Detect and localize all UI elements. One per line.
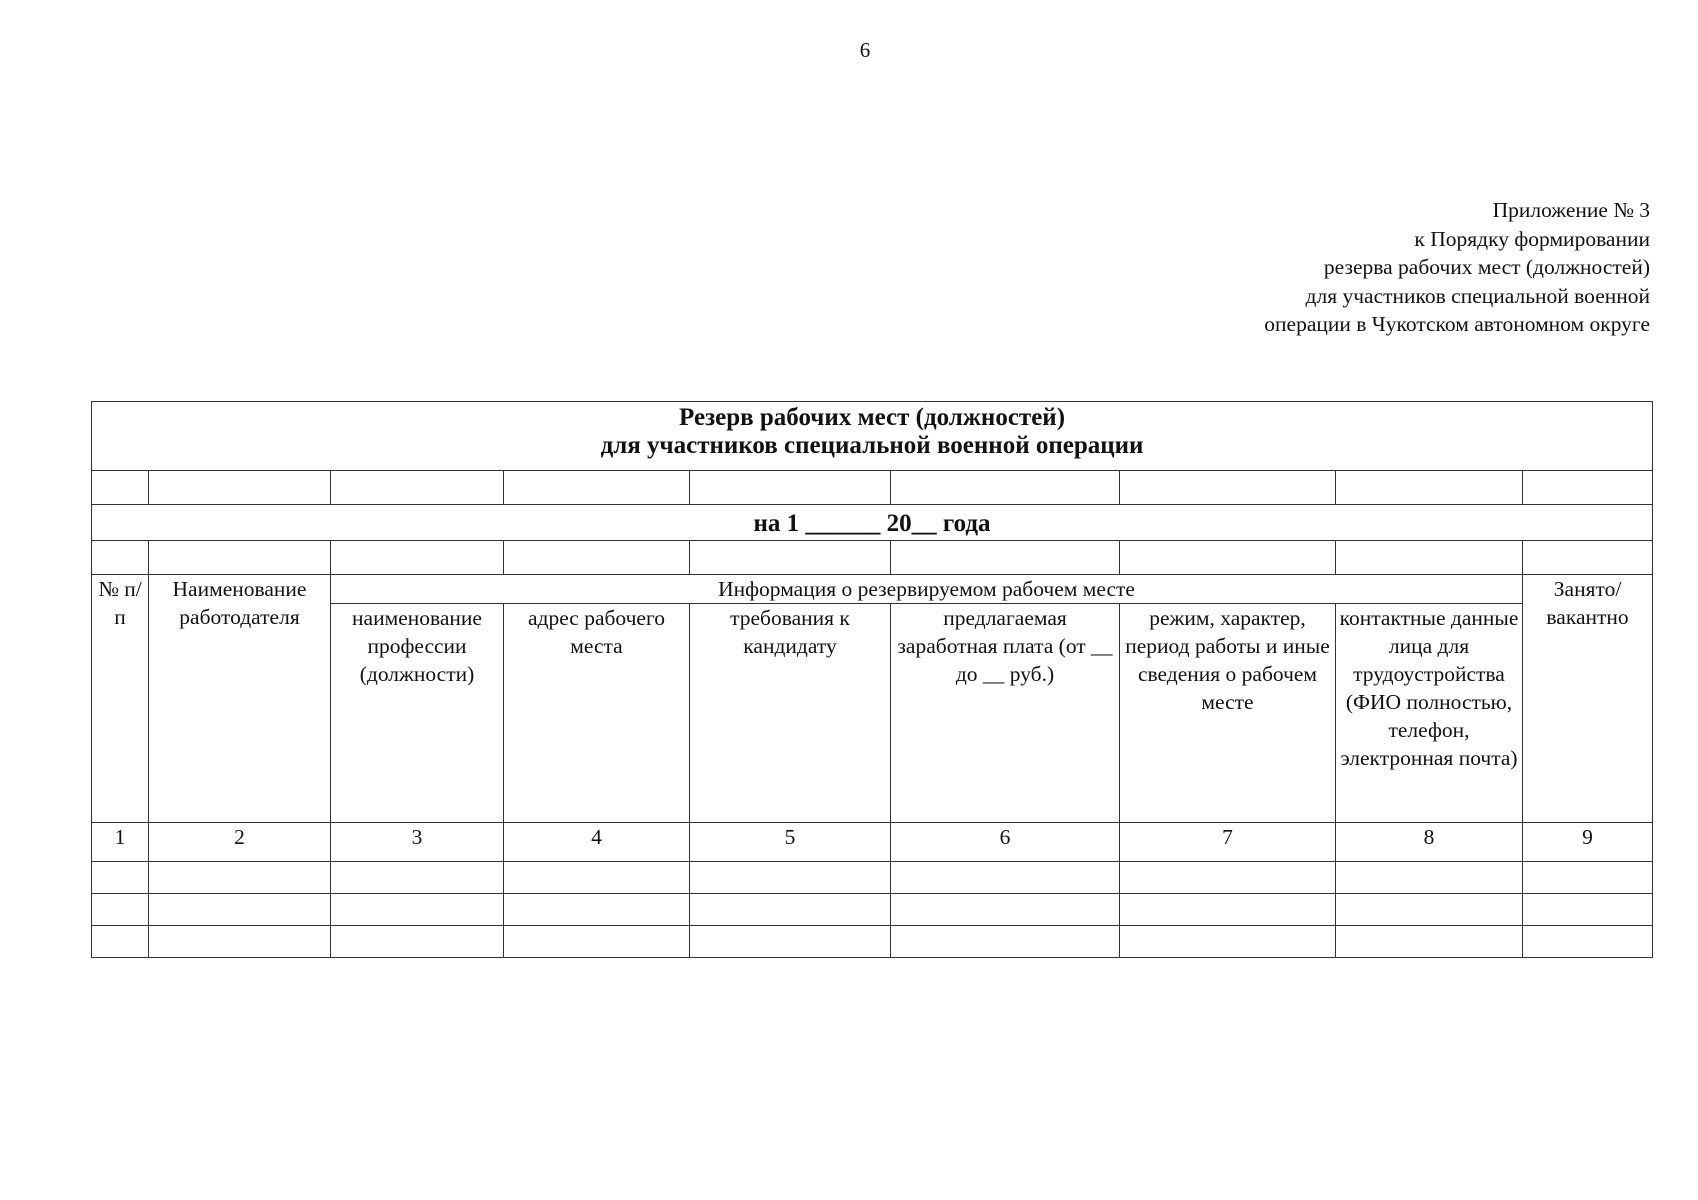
- header-schedule: [1120, 604, 1336, 823]
- header-schedule-label: режим, характер, период работы и иные сведения о рабочем месте: [1125, 606, 1330, 714]
- empty-cell[interactable]: [1120, 471, 1336, 505]
- table-cell[interactable]: [1120, 894, 1336, 926]
- empty-row: [92, 541, 1653, 575]
- table-cell[interactable]: [149, 862, 331, 894]
- table-cell[interactable]: [331, 894, 504, 926]
- table-title-line2: для участников специальной военной операции: [600, 432, 1144, 459]
- empty-cell[interactable]: [1336, 471, 1523, 505]
- empty-cell[interactable]: [92, 471, 149, 505]
- date-line: на 1 ______ 20__ года: [92, 505, 1653, 541]
- appendix-note: [1050, 196, 1650, 339]
- column-number: 8: [1336, 823, 1523, 862]
- table-cell[interactable]: [504, 926, 690, 958]
- table-cell[interactable]: [1336, 894, 1523, 926]
- table-row: [92, 894, 1653, 926]
- empty-cell[interactable]: [504, 471, 690, 505]
- appendix-line: операции в Чукотском автономном округе: [1264, 312, 1650, 336]
- column-number: 7: [1120, 823, 1336, 862]
- table-row: [92, 926, 1653, 958]
- table-cell[interactable]: [149, 926, 331, 958]
- header-profession: [331, 604, 504, 823]
- header-status: [1523, 575, 1653, 823]
- empty-row: [92, 471, 1653, 505]
- empty-cell[interactable]: [504, 541, 690, 575]
- header-contacts: [1336, 604, 1523, 823]
- header-address: [504, 604, 690, 823]
- empty-cell[interactable]: [92, 541, 149, 575]
- header-status-label: Занято/ вакантно: [1546, 577, 1629, 629]
- table-cell[interactable]: [92, 926, 149, 958]
- header-contacts-label: контактные данные лица для трудоустройства (ФИО полностью, телефон, электронная почта): [1339, 606, 1519, 770]
- table-cell[interactable]: [1336, 862, 1523, 894]
- column-number: 4: [504, 823, 690, 862]
- header-profession-label: наименование профессии (должности): [352, 606, 482, 686]
- page-number: 6: [859, 38, 871, 62]
- table-cell[interactable]: [891, 862, 1120, 894]
- table-cell[interactable]: [1523, 926, 1653, 958]
- table-cell[interactable]: [92, 894, 149, 926]
- header-salary: [891, 604, 1120, 823]
- table-cell[interactable]: [1120, 926, 1336, 958]
- empty-cell[interactable]: [891, 541, 1120, 575]
- empty-cell[interactable]: [1120, 541, 1336, 575]
- table-cell[interactable]: [331, 926, 504, 958]
- empty-cell[interactable]: [690, 541, 891, 575]
- table-cell[interactable]: [1523, 862, 1653, 894]
- column-number: 1: [92, 823, 149, 862]
- table-cell[interactable]: [1336, 926, 1523, 958]
- empty-cell[interactable]: [331, 541, 504, 575]
- column-number: 9: [1523, 823, 1653, 862]
- table-cell[interactable]: [92, 862, 149, 894]
- header-address-label: адрес рабочего места: [527, 606, 666, 658]
- header-employer-label: Наименование работодателя: [172, 577, 307, 629]
- empty-cell[interactable]: [1336, 541, 1523, 575]
- header-row: [92, 575, 1653, 604]
- column-number: 5: [690, 823, 891, 862]
- header-number-label: № п/п: [98, 577, 142, 629]
- header-group-info: Информация о резервируемом рабочем месте: [331, 575, 1523, 604]
- column-number-row: [92, 823, 1653, 862]
- column-number: 2: [149, 823, 331, 862]
- table-row: [92, 862, 1653, 894]
- empty-cell[interactable]: [1523, 471, 1653, 505]
- empty-cell[interactable]: [149, 541, 331, 575]
- column-number: 3: [331, 823, 504, 862]
- table-cell[interactable]: [1523, 894, 1653, 926]
- header-requirements-label: требования к кандидату: [730, 606, 850, 658]
- table-cell[interactable]: [331, 862, 504, 894]
- reserve-table: [91, 401, 1653, 958]
- table-cell[interactable]: [690, 894, 891, 926]
- empty-cell[interactable]: [149, 471, 331, 505]
- table-cell[interactable]: [504, 862, 690, 894]
- header-employer: [149, 575, 331, 823]
- table-cell[interactable]: [504, 894, 690, 926]
- table-cell[interactable]: [891, 926, 1120, 958]
- header-requirements: [690, 604, 891, 823]
- column-number: 6: [891, 823, 1120, 862]
- empty-cell[interactable]: [891, 471, 1120, 505]
- empty-cell[interactable]: [1523, 541, 1653, 575]
- table-title-line1: Резерв рабочих мест (должностей): [679, 404, 1066, 431]
- appendix-line: для участников специальной военной: [1305, 283, 1650, 308]
- table-cell[interactable]: [891, 894, 1120, 926]
- header-salary-label: предлагаемая заработная плата (от __ до __ руб.): [897, 606, 1113, 686]
- table-cell[interactable]: [1120, 862, 1336, 894]
- empty-cell[interactable]: [690, 471, 891, 505]
- header-number: [92, 575, 149, 823]
- table-cell[interactable]: [149, 894, 331, 926]
- table-cell[interactable]: [690, 862, 891, 894]
- appendix-line: Приложение № 3: [1492, 198, 1650, 222]
- table-title: [92, 402, 1653, 471]
- appendix-line: к Порядку формировании: [1414, 226, 1650, 251]
- table-cell[interactable]: [690, 926, 891, 958]
- appendix-line: резерва рабочих мест (должностей): [1323, 255, 1650, 279]
- empty-cell[interactable]: [331, 471, 504, 505]
